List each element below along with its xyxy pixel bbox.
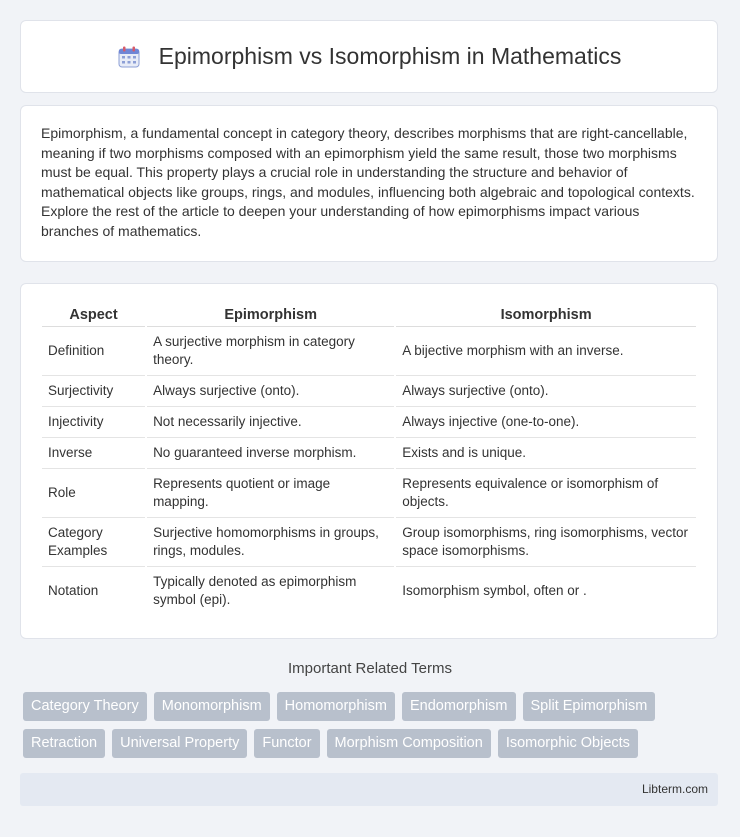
tag-split-epimorphism[interactable]: Split Epimorphism xyxy=(523,692,656,721)
table-cell: A bijective morphism with an inverse. xyxy=(396,327,696,376)
table-cell: Represents equivalence or isomorphism of objects. xyxy=(396,469,696,518)
table-cell: Exists and is unique. xyxy=(396,438,696,469)
table-row xyxy=(42,327,696,376)
table-cell: Surjective homomorphisms in groups, rings, modules. xyxy=(147,518,394,567)
table-cell: Notation xyxy=(48,583,99,598)
table-cell: A surjective morphism in category theory. xyxy=(147,327,394,376)
table-row xyxy=(42,376,696,407)
footer-site-link[interactable]: Libterm.com xyxy=(641,782,708,796)
tag-universal-property[interactable]: Universal Property xyxy=(112,729,247,758)
comparison-card xyxy=(20,283,718,639)
calendar-icon xyxy=(117,45,141,69)
tag-category-theory[interactable]: Category Theory xyxy=(23,692,147,721)
tag-retraction[interactable]: Retraction xyxy=(23,729,105,758)
tag-functor[interactable]: Functor xyxy=(254,729,319,758)
tag-isomorphic-objects[interactable]: Isomorphic Objects xyxy=(498,729,638,758)
intro-card xyxy=(20,105,718,262)
table-row xyxy=(42,469,696,518)
related-terms-list xyxy=(23,692,723,766)
tag-morphism-composition[interactable]: Morphism Composition xyxy=(327,729,491,758)
table-cell: Surjectivity xyxy=(42,376,145,407)
table-cell: Role xyxy=(42,469,145,518)
table-cell: Inverse xyxy=(42,438,145,469)
header-epimorphism: Epimorphism xyxy=(147,304,394,327)
page-title: Epimorphism vs Isomorphism in Mathematics xyxy=(158,43,622,69)
footer xyxy=(20,773,718,806)
table-cell: Group isomorphisms, ring isomorphisms, vector space isomorphisms. xyxy=(396,518,696,567)
header-aspect: Aspect xyxy=(42,304,145,327)
table-cell: Represents quotient or image mapping. xyxy=(147,469,394,518)
table-cell: Always surjective (onto). xyxy=(147,376,394,407)
related-terms-title: Important Related Terms xyxy=(288,660,452,677)
header-isomorphism: Isomorphism xyxy=(396,304,696,327)
table-row xyxy=(42,438,696,469)
table-cell: Injectivity xyxy=(42,407,145,438)
table-cell: Definition xyxy=(42,327,145,376)
table-row xyxy=(42,518,696,567)
table-cell: No guaranteed inverse morphism. xyxy=(147,438,394,469)
table-cell: Always injective (one-to-one). xyxy=(396,407,696,438)
table-cell: Typically denoted as epimorphism symbol (epi). xyxy=(153,574,357,607)
intro-text: Epimorphism, a fundamental concept in category theory, describes morphisms that are right-cancellable, meaning if two morphisms composed with an epimorphism yield the same result, those two morphisms must be equal. This property plays a crucial role in understanding the structure and behavior of mathematical objects like groups, rings, and modules, influencing both algebraic and topological contexts. Explore the rest of the article to deepen your understanding of how epimorphisms impact various branches of mathematics. xyxy=(41,125,695,239)
table-row xyxy=(42,407,696,438)
comparison-table xyxy=(40,304,698,615)
table-cell: Isomorphism symbol, often or . xyxy=(402,583,587,598)
table-header-row xyxy=(42,304,696,327)
tag-homomorphism[interactable]: Homomorphism xyxy=(277,692,395,721)
table-row xyxy=(42,567,696,615)
tag-monomorphism[interactable]: Monomorphism xyxy=(154,692,270,721)
tag-endomorphism[interactable]: Endomorphism xyxy=(402,692,516,721)
table-cell: Always surjective (onto). xyxy=(396,376,696,407)
table-cell: Category Examples xyxy=(42,518,145,567)
table-cell: Not necessarily injective. xyxy=(147,407,394,438)
header-card xyxy=(20,20,718,93)
